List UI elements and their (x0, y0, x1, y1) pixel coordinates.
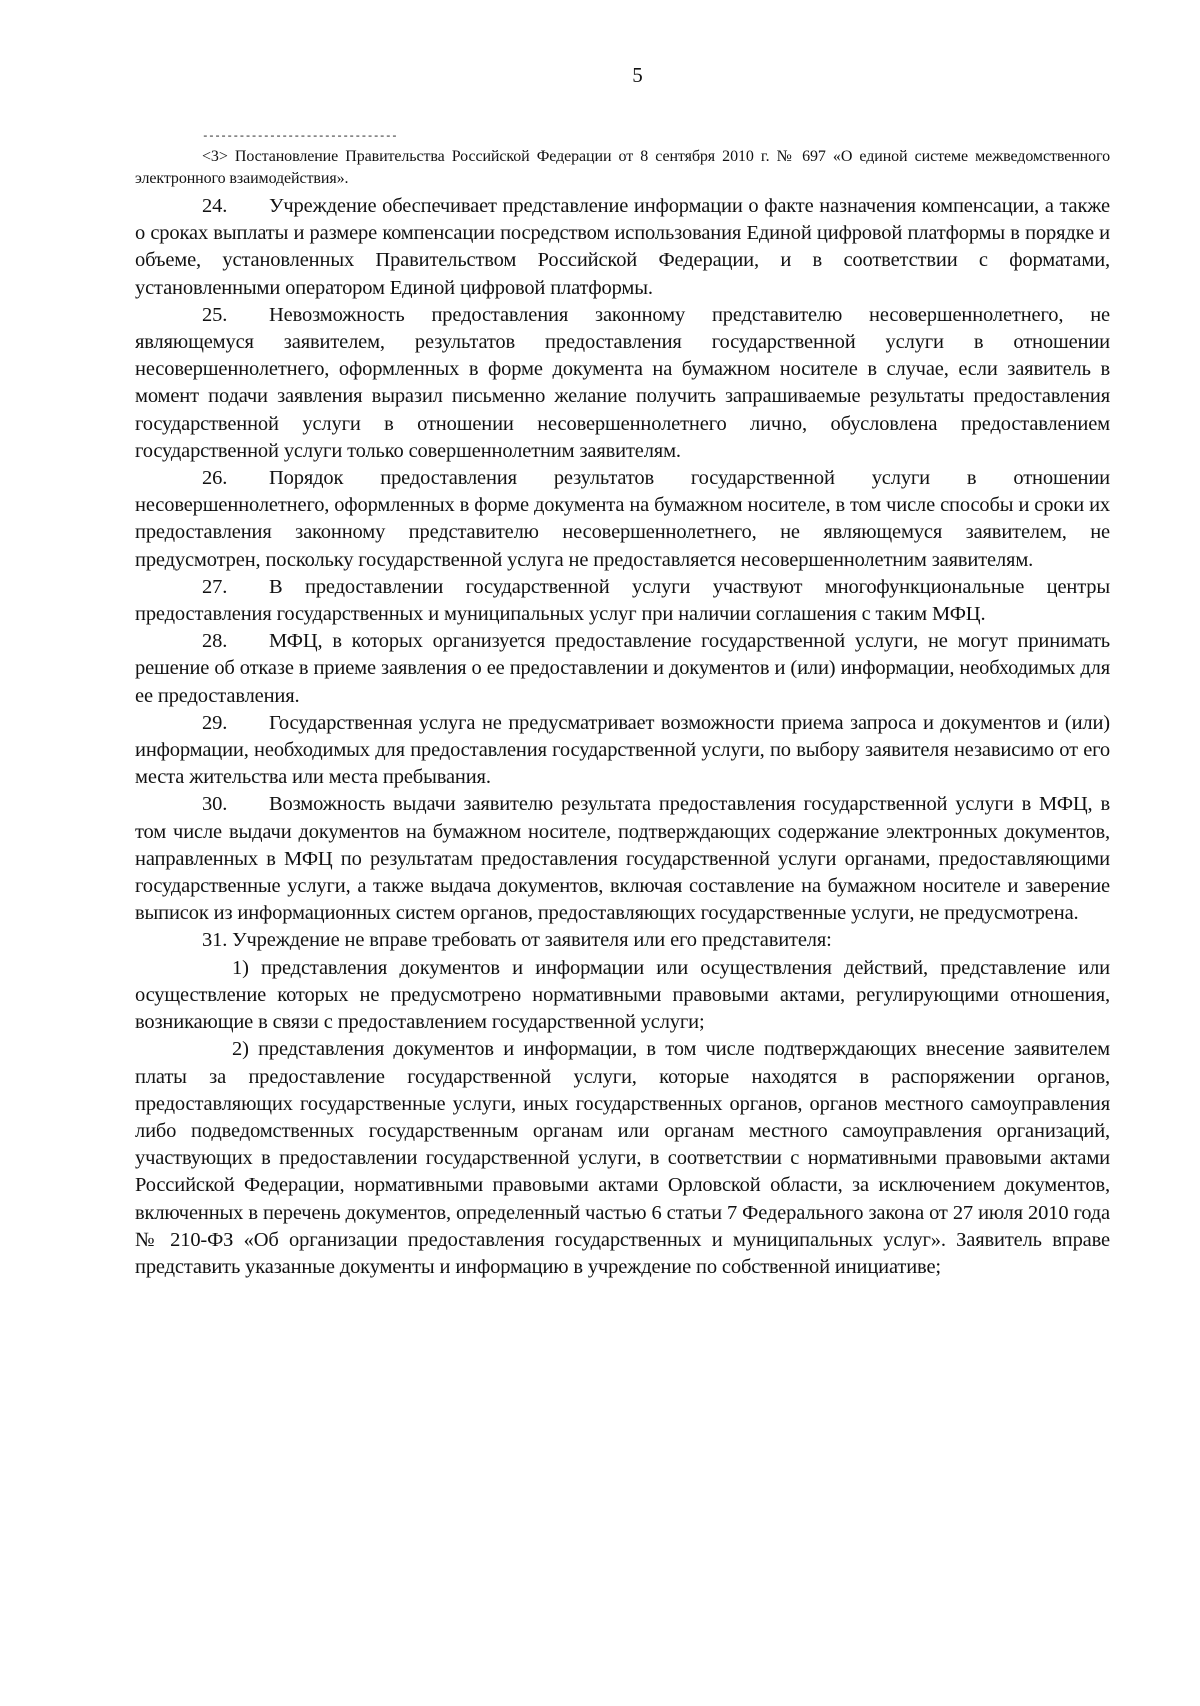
paragraph-number: 28. (202, 630, 228, 653)
paragraph-number: 29. (202, 711, 228, 734)
paragraph-text: Порядок предоставления результатов государственной услуги в отношении несовершеннолетнего, оформленных в форме документа на бумажном носителе, в том числе способы и сроки их предоставления законному представителю несовершеннолетнего, не являющемуся заявителем, не предусмотрен, поскольку государственной услуга не предоставляется несовершеннолетним заявителям. (135, 467, 1110, 571)
paragraph-25 (135, 302, 1110, 465)
paragraph-27 (135, 574, 1110, 628)
subitem-1: 1) представления документов и информации или осуществления действий, представление или осуществление которых не предусмотрено нормативными правовыми актами, регулирующими отношения, возникающие в связи с предоставлением государственной услуги; (135, 956, 1110, 1034)
paragraph-31: 31. Учреждение не вправе требовать от заявителя или его представителя: (202, 929, 832, 952)
footnote-separator: -------------------------------- (202, 132, 398, 142)
paragraph-number: 30. (202, 793, 228, 816)
paragraph-24 (135, 193, 1110, 302)
paragraph-30 (135, 791, 1110, 927)
paragraph-number: 27. (202, 575, 228, 598)
paragraph-text: Возможность выдачи заявителю результата предоставления государственной услуги в МФЦ, в том числе выдачи документов на бумажном носителе, подтверждающих содержание электронных документов, направленных в МФЦ по результатам предоставления государственной услуги органами, предоставляющими государственные услуги, а также выдача документов, включая составление на бумажном носителе и заверение выписок из информационных систем органов, предоставляющих государственные услуги, не предусмотрена. (135, 793, 1110, 925)
paragraph-28 (135, 628, 1110, 710)
footnote: <3> Постановление Правительства Российской Федерации от 8 сентября 2010 г. № 697 «О единой системе межведомственного электронного взаимодействия». (135, 148, 1110, 187)
paragraph-text: В предоставлении государственной услуги участвуют многофункциональные центры предоставления государственных и муниципальных услуг при наличии соглашения с таким МФЦ. (135, 575, 1110, 626)
paragraph-number: 26. (202, 467, 228, 490)
paragraph-text: Государственная услуга не предусматривает возможности приема запроса и документов и (или) информации, необходимых для предоставления государственной услуги, по выбору заявителя независимо от его места жительства или места пребывания. (135, 711, 1110, 789)
paragraph-number: 24. (202, 195, 228, 217)
paragraph-26 (135, 465, 1110, 574)
paragraph-number: 25. (202, 303, 228, 326)
subitem-2: 2) представления документов и информации, в том числе подтверждающих внесение заявителем платы за предоставление государственной услуги, которые находятся в распоряжении органов, предоставляющих государственные услуги, иных государственных органов, органов местного самоуправления либо подведомственных государственным органам или органам местного самоуправления организаций, участвующих в предоставлении государственной услуги, в соответствии с нормативными правовыми актами Российской Федерации, нормативными правовыми актами Орловской области, за исключением документов, включенных в перечень документов, определенный частью 6 статьи 7 Федерального закона от 27 июля 2010 года № 210-ФЗ «Об организации предоставления государственных и муниципальных услуг». Заявитель вправе представить указанные документы и информацию в учреждение по собственной инициативе; (135, 1038, 1110, 1278)
paragraph-text: Невозможность предоставления законному представителю несовершеннолетнего, не являющемуся заявителем, результатов предоставления государственной услуги в отношении несовершеннолетнего, оформленных в форме документа на бумажном носителе в случае, если заявитель в момент подачи заявления выразил письменно желание получить запрашиваемые результаты предоставления государственной услуги в отношении несовершеннолетнего лично, обусловлена предоставлением государственной услуги только совершеннолетним заявителям. (135, 303, 1110, 462)
document-page (135, 62, 1110, 1281)
paragraph-29 (135, 710, 1110, 792)
paragraph-text: Учреждение обеспечивает представление информации о факте назначения компенсации, а также о сроках выплаты и размере компенсации посредством использования Единой цифровой платформы в порядке и объеме, установленных Правительством Российской Федерации, и в соответствии с форматами, установленными оператором Единой цифровой платформы. (135, 195, 1110, 299)
page-number: 5 (632, 63, 643, 87)
paragraph-text: МФЦ, в которых организуется предоставление государственной услуги, не могут принимать решение об отказе в приеме заявления о ее предоставлении и документов и (или) информации, необходимых для ее предоставления. (135, 630, 1110, 707)
